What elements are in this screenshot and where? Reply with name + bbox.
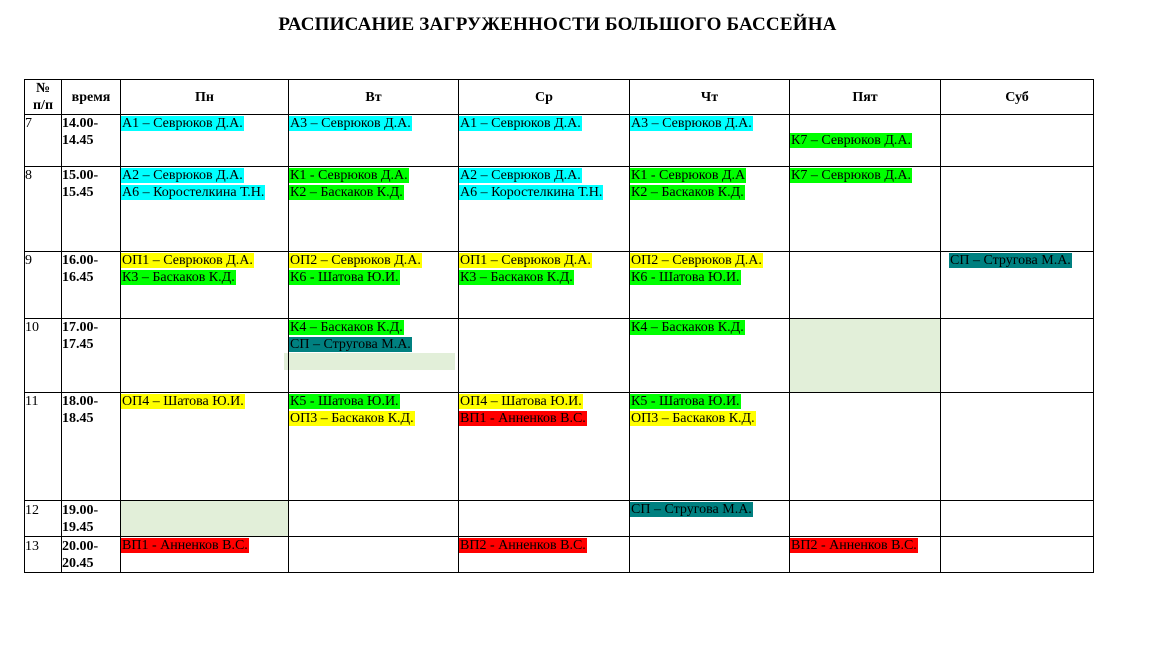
- time-end: 18.45: [62, 411, 94, 426]
- time-start: 19.00-: [62, 503, 99, 518]
- session-entry: А6 – Коростелкина Т.Н.: [460, 185, 603, 200]
- time-end: 16.45: [62, 270, 94, 285]
- cell-mon: [121, 115, 289, 167]
- cell-tue: [289, 115, 459, 167]
- row-number: 7: [25, 115, 62, 167]
- time-start: 16.00-: [62, 253, 99, 268]
- session-entry: К3 – Баскаков К.Д.: [122, 270, 235, 285]
- time-slot: [62, 167, 121, 252]
- session-entry: А1 – Севрюков Д.А.: [122, 116, 243, 131]
- header-day-sat: Суб: [941, 80, 1094, 115]
- time-slot: [62, 115, 121, 167]
- cell-sat: [941, 319, 1094, 393]
- cell-fri: [790, 167, 941, 252]
- session-entry: К2 – Баскаков К.Д.: [631, 185, 744, 200]
- table-row: [25, 115, 1094, 167]
- cell-mon: [121, 252, 289, 319]
- cell-tue: [289, 537, 459, 573]
- session-entry: ВП1 - Анненков В.С.: [122, 538, 248, 553]
- header-num: [25, 80, 62, 115]
- cell-mon-shaded: [121, 501, 289, 537]
- cell-wed: [459, 501, 630, 537]
- session-entry: К5 - Шатова Ю.И.: [290, 394, 399, 409]
- cell-fri-shaded: [790, 319, 941, 393]
- header-num-line2: п/п: [32, 98, 54, 113]
- cell-tue: [289, 167, 459, 252]
- row-number: 13: [25, 537, 62, 573]
- cell-fri: [790, 115, 941, 167]
- schedule-table: [24, 79, 1094, 573]
- row-number: 8: [25, 167, 62, 252]
- header-day-mon: Пн: [121, 80, 289, 115]
- session-entry: К1 - Севрюков Д.А.: [290, 168, 408, 183]
- session-entry: СП – Стругова М.А.: [950, 253, 1071, 268]
- cell-sat: [941, 393, 1094, 501]
- table-row: [25, 319, 1094, 393]
- time-end: 14.45: [62, 133, 94, 148]
- cell-wed: [459, 115, 630, 167]
- header-day-tue: Вт: [289, 80, 459, 115]
- cell-tue: [289, 501, 459, 537]
- session-entry: ВП1 - Анненков В.С.: [460, 411, 586, 426]
- cell-fri: [790, 393, 941, 501]
- session-entry: ОП1 – Севрюков Д.А.: [122, 253, 253, 268]
- session-entry: ОП2 – Севрюков Д.А.: [290, 253, 421, 268]
- session-entry: ОП2 – Севрюков Д.А.: [631, 253, 762, 268]
- row-number: 12: [25, 501, 62, 537]
- cell-wed: [459, 319, 630, 393]
- time-end: 20.45: [62, 556, 94, 571]
- session-entry: К6 - Шатова Ю.И.: [290, 270, 399, 285]
- row-number: 10: [25, 319, 62, 393]
- session-entry: А3 – Севрюков Д.А.: [290, 116, 411, 131]
- session-entry: К6 - Шатова Ю.И.: [631, 270, 740, 285]
- time-start: 20.00-: [62, 539, 99, 554]
- cell-wed: [459, 252, 630, 319]
- time-slot: [62, 501, 121, 537]
- session-entry: ОП4 – Шатова Ю.И.: [460, 394, 582, 409]
- cell-mon: [121, 393, 289, 501]
- header-time: время: [62, 80, 121, 115]
- cell-mon: [121, 319, 289, 393]
- session-entry: ОП4 – Шатова Ю.И.: [122, 394, 244, 409]
- table-row: [25, 501, 1094, 537]
- time-end: 17.45: [62, 337, 94, 352]
- cell-thu: [630, 393, 790, 501]
- session-entry: СП – Стругова М.А.: [631, 502, 752, 517]
- session-entry: ВП2 - Анненков В.С.: [460, 538, 586, 553]
- session-entry: К2 – Баскаков К.Д.: [290, 185, 403, 200]
- time-start: 18.00-: [62, 394, 99, 409]
- cell-fri: [790, 252, 941, 319]
- table-row: [25, 537, 1094, 573]
- session-entry: ВП2 - Анненков В.С.: [791, 538, 917, 553]
- cell-wed: [459, 393, 630, 501]
- cell-fri: [790, 501, 941, 537]
- session-entry: К1 - Севрюков Д.А: [631, 168, 746, 183]
- row-number: 11: [25, 393, 62, 501]
- cell-sat: [941, 115, 1094, 167]
- cell-thu: [630, 537, 790, 573]
- cell-tue: [289, 252, 459, 319]
- cell-sat: [941, 501, 1094, 537]
- time-end: 19.45: [62, 520, 94, 535]
- header-day-thu: Чт: [630, 80, 790, 115]
- cell-thu: [630, 319, 790, 393]
- cell-thu: [630, 115, 790, 167]
- row-number: 9: [25, 252, 62, 319]
- table-row: [25, 393, 1094, 501]
- time-slot: [62, 252, 121, 319]
- session-entry: А6 – Коростелкина Т.Н.: [122, 185, 265, 200]
- table-row: [25, 252, 1094, 319]
- session-entry: А2 – Севрюков Д.А.: [122, 168, 243, 183]
- shaded-block: [284, 353, 455, 370]
- session-entry: СП – Стругова М.А.: [290, 337, 411, 352]
- header-row: [25, 80, 1094, 115]
- cell-wed: [459, 167, 630, 252]
- cell-thu: [630, 501, 790, 537]
- session-entry: ОП3 – Баскаков К.Д.: [290, 411, 414, 426]
- session-entry: К7 – Севрюков Д.А.: [791, 168, 911, 183]
- time-start: 14.00-: [62, 116, 99, 131]
- time-slot: [62, 393, 121, 501]
- session-entry: К5 - Шатова Ю.И.: [631, 394, 740, 409]
- time-slot: [62, 319, 121, 393]
- time-start: 15.00-: [62, 168, 99, 183]
- time-slot: [62, 537, 121, 573]
- cell-sat: [941, 252, 1094, 319]
- session-entry: К7 – Севрюков Д.А.: [791, 133, 911, 148]
- cell-mon: [121, 167, 289, 252]
- header-day-fri: Пят: [790, 80, 941, 115]
- cell-mon: [121, 537, 289, 573]
- page-title: РАСПИСАНИЕ ЗАГРУЖЕННОСТИ БОЛЬШОГО БАССЕЙНА: [278, 14, 837, 35]
- header-day-wed: Ср: [459, 80, 630, 115]
- session-entry: К4 – Баскаков К.Д.: [631, 320, 744, 335]
- session-entry: А3 – Севрюков Д.А.: [631, 116, 752, 131]
- cell-thu: [630, 167, 790, 252]
- cell-tue: [289, 319, 459, 393]
- cell-fri: [790, 537, 941, 573]
- session-entry: ОП3 – Баскаков К.Д.: [631, 411, 755, 426]
- cell-sat: [941, 167, 1094, 252]
- session-entry: А1 – Севрюков Д.А.: [460, 116, 581, 131]
- time-end: 15.45: [62, 185, 94, 200]
- cell-wed: [459, 537, 630, 573]
- session-entry: К4 – Баскаков К.Д.: [290, 320, 403, 335]
- session-entry: ОП1 – Севрюков Д.А.: [460, 253, 591, 268]
- header-num-line1: №: [35, 81, 51, 96]
- cell-thu: [630, 252, 790, 319]
- time-start: 17.00-: [62, 320, 99, 335]
- table-row: [25, 167, 1094, 252]
- cell-sat: [941, 537, 1094, 573]
- cell-tue: [289, 393, 459, 501]
- session-entry: А2 – Севрюков Д.А.: [460, 168, 581, 183]
- session-entry: К3 – Баскаков К.Д.: [460, 270, 573, 285]
